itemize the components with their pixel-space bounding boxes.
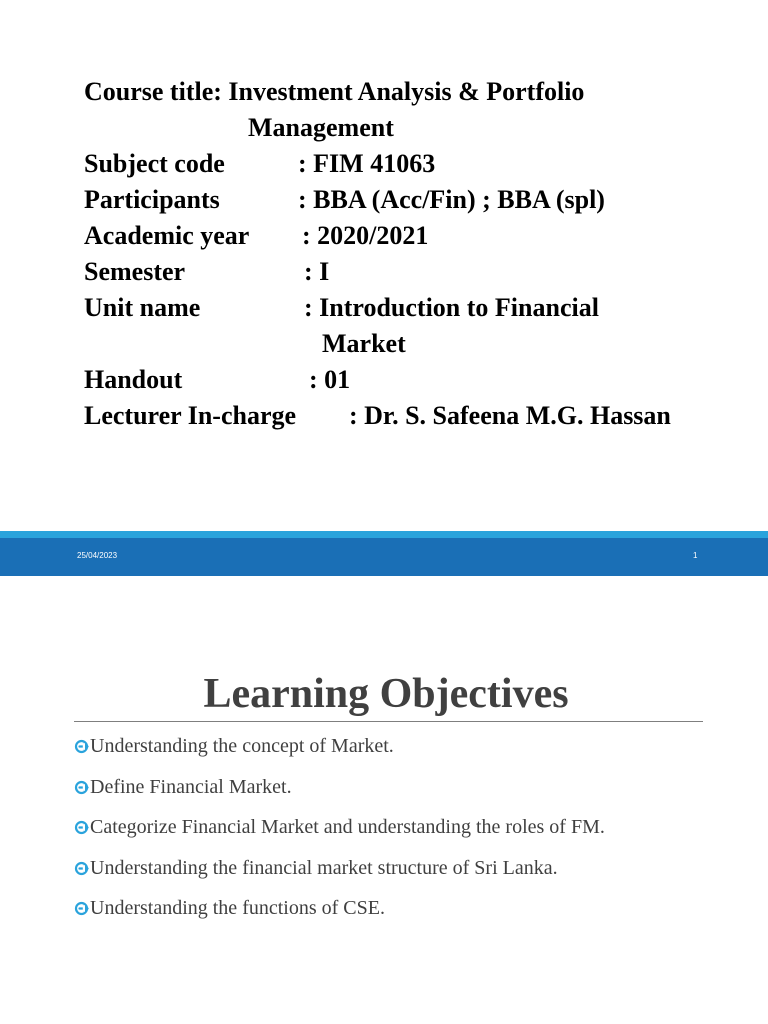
- objectives-list: [74, 733, 605, 936]
- objective-text: Understanding the financial market structure of Sri Lanka.: [90, 856, 558, 879]
- slide-title: Learning Objectives: [203, 671, 569, 717]
- info-value: : BBA (Acc/Fin) ; BBA (spl): [298, 185, 605, 214]
- title-divider: [74, 721, 703, 722]
- info-label: Handout: [84, 365, 183, 394]
- info-label: Lecturer In-charge: [84, 401, 297, 430]
- info-value: : 2020/2021: [302, 221, 429, 250]
- info-value: : 01: [309, 365, 351, 394]
- slide-footer: [0, 538, 768, 576]
- footer-accent-stripe: [0, 531, 768, 538]
- objective-text: Understanding the concept of Market.: [90, 735, 394, 757]
- circled-arrow-icon: [74, 774, 90, 800]
- circled-arrow-icon: [74, 855, 90, 881]
- info-label: Participants: [84, 185, 220, 214]
- info-value: : FIM 41063: [298, 149, 436, 178]
- info-value: Management: [248, 113, 394, 142]
- list-item: [74, 733, 605, 774]
- footer-date: 25/04/2023: [77, 551, 118, 560]
- list-item: [74, 895, 605, 936]
- info-value: : Dr. S. Safeena M.G. Hassan: [349, 401, 671, 430]
- circled-arrow-icon: [74, 895, 90, 921]
- list-item: [74, 855, 605, 896]
- list-item: [74, 814, 605, 855]
- info-label: Subject code: [84, 149, 225, 178]
- info-label: Unit name: [84, 293, 201, 322]
- objective-text: Define Financial Market.: [90, 775, 292, 798]
- info-label: Academic year: [84, 221, 250, 250]
- info-value: Market: [322, 329, 406, 358]
- page-number: 1: [693, 551, 698, 560]
- info-label: Course title: Investment Analysis & Portfolio: [84, 77, 585, 106]
- list-item: [74, 774, 605, 815]
- info-value: : Introduction to Financial: [304, 293, 599, 322]
- info-value: : I: [304, 257, 330, 286]
- info-label: Semester: [84, 257, 186, 286]
- circled-arrow-icon: [74, 814, 90, 840]
- objective-text: Understanding the functions of CSE.: [90, 897, 385, 919]
- objective-text: Categorize Financial Market and understanding the roles of FM.: [90, 816, 605, 838]
- circled-arrow-icon: [74, 733, 90, 759]
- slide-2: [0, 576, 768, 1024]
